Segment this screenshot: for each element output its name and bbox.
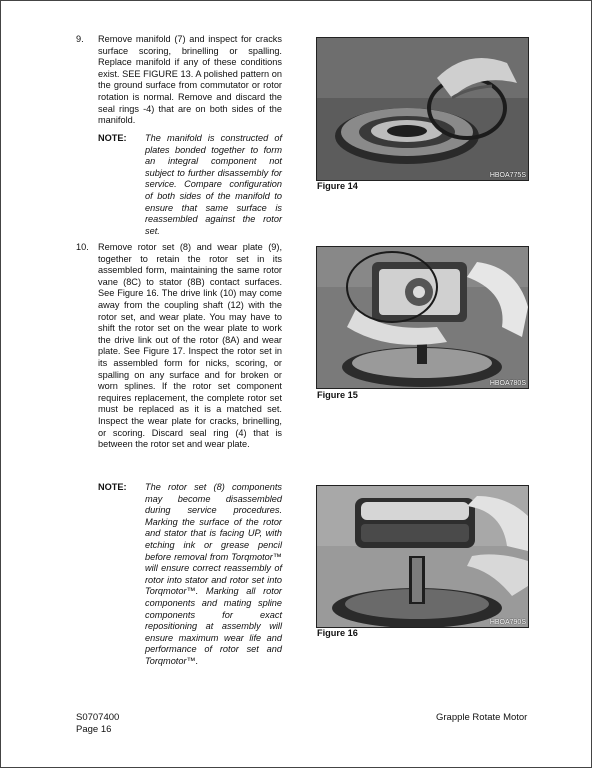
figure-14-photo [316,37,529,181]
rotor-set-photo-graphic [317,486,528,627]
step-9-note-label: NOTE: [98,133,127,143]
step-10-number: 10. [76,242,89,252]
step-10-note-label: NOTE: [98,482,127,492]
figure-15-caption: Figure 15 [317,390,358,400]
step-9-number: 9. [76,34,84,44]
figure-14-caption: Figure 14 [317,181,358,191]
step-10-note-text: The rotor set (8) components may become disassembled during service procedures. Marking the surface of the rotor and stator that is facing UP, with etching ink or grease pencil before removal from Torqmotor™ will ensure correct reassembly of rotor into stator and rotor set into Torqmotor™. Marking all rotor components and mating spline components for exact repositioning at assembly will ensure maximum wear life and performance of rotor set and Torqmotor™. [145,482,282,666]
figure-15-photo [316,246,529,389]
step-9-note-text: The manifold is constructed of plates bonded together to form an integral component not subject to further disassembly for service. Compare configuration of both sides of the manifold to ensure that same surface is reassembled against the rotor set. [145,133,282,236]
step-10-text: Remove rotor set (8) and wear plate (9), together to retain the rotor set in its assembled form, maintaining the same rotor vane (8C) to stator (8B) contact surfaces. See Figure 16. The drive link (10) may come away from the coupling shaft (12) with the rotor set, and wear plate. You may have to shift the rotor set on the wear plate to work the drive link out of the rotor (8A) and wear plate. See Figure 17. Inspect the rotor set in its assembled form for nicks, scoring, or spalling on any surface and for broken or worn splines. If the rotor set component requires replacement, the complete rotor set must be replaced as it is a matched set. Inspect the wear plate for cracks, brinelling, or scoring. Discard seal ring (4) that is between the rotor set and wear plate. [98,242,282,450]
rotor-removal-photo-graphic [317,247,528,388]
figure-15-code: HBOA780S [489,380,526,387]
figure-16-photo [316,485,529,628]
footer-page-number: Page 16 [76,724,112,735]
footer-doc-number: S0707400 [76,712,120,723]
figure-16-caption: Figure 16 [317,628,358,638]
footer-section-title: Grapple Rotate Motor [436,712,528,723]
figure-16-code: HBOA790S [489,619,526,626]
step-9-text: Remove manifold (7) and inspect for cracks surface scoring, brinelling or spalling. Replace manifold if any of these conditions exist. SEE FIGURE 13. A polished pattern on the ground surface from commutator or rotor rotation is normal. Remove and discard the seal rings -4) that are on both sides of the manifold. [98,34,282,126]
manifold-photo-graphic [317,38,528,180]
figure-14-code: HBOA775S [489,172,526,179]
